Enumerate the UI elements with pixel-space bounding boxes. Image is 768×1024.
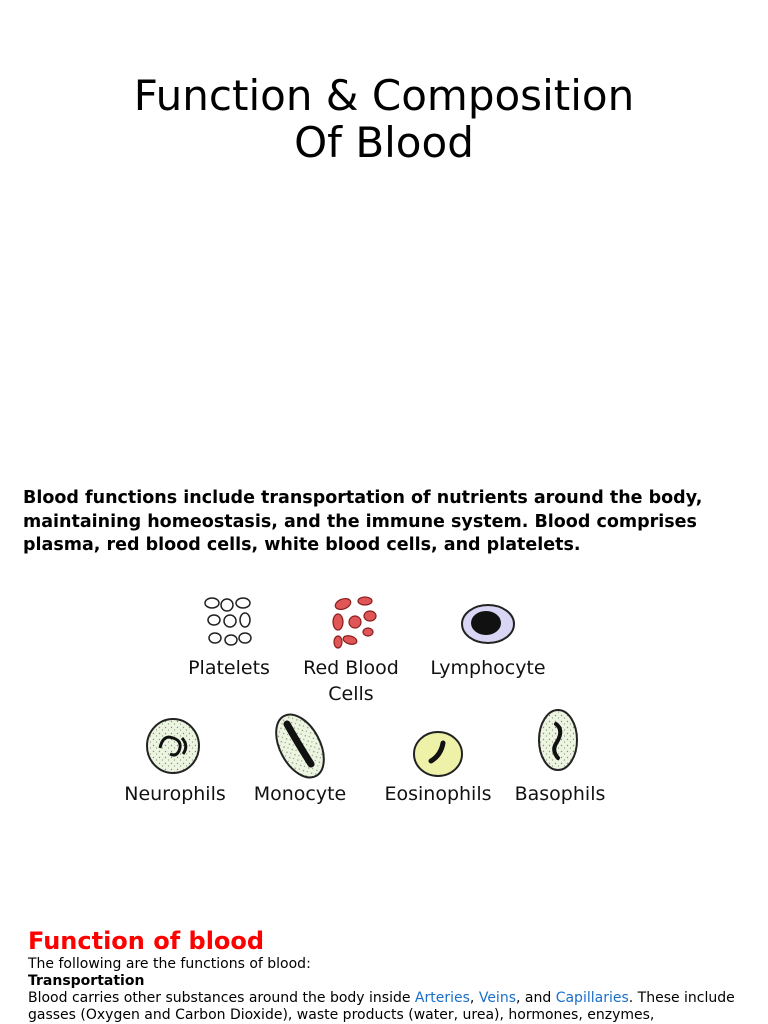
- link-arteries[interactable]: Arteries: [414, 990, 470, 1006]
- section-intro: The following are the functions of blood:: [28, 956, 311, 972]
- separator-1: ,: [469, 990, 479, 1006]
- label-red-blood-line-1: Red Blood: [303, 657, 399, 679]
- neurophils-illustration: [147, 719, 199, 773]
- section-heading: Function of blood: [28, 927, 265, 955]
- label-lymphocyte: Lymphocyte: [430, 657, 546, 679]
- link-veins[interactable]: Veins: [478, 990, 516, 1006]
- lymphocyte-illustration: [462, 605, 514, 643]
- link-capillaries[interactable]: Capillaries: [555, 990, 629, 1006]
- title-line-2: Of Blood: [294, 118, 474, 167]
- label-platelets: Platelets: [188, 657, 270, 679]
- monocyte-illustration: [266, 707, 333, 786]
- label-monocyte: Monocyte: [253, 783, 347, 805]
- label-red-blood-line-2: Cells: [328, 683, 374, 705]
- para-start-text: Blood carries other substances around the body inside: [28, 990, 415, 1006]
- title-line-1: Function & Composition: [133, 71, 635, 120]
- platelets-illustration: [205, 598, 251, 645]
- basophils-illustration: [539, 710, 577, 770]
- label-eosinophils: Eosinophils: [384, 783, 492, 805]
- section-body: [28, 956, 740, 1024]
- page-title: [0, 72, 768, 166]
- intro-paragraph: Blood functions include transportation of nutrients around the body, maintaining homeostasis, and the immune system. Blood comprises plasma, red blood cells, white blood cells, and platelets.: [23, 488, 703, 555]
- label-neurophils: Neurophils: [124, 783, 226, 805]
- separator-2: , and: [516, 990, 556, 1006]
- label-basophils: Basophils: [514, 783, 606, 805]
- blood-cells-figure: [110, 588, 620, 818]
- red-blood-cells-illustration: [333, 597, 376, 648]
- para-end-text: . These include gasses (Oxygen and Carbon Dioxide), waste products (water, urea), hormones, enzymes,: [28, 990, 735, 1023]
- eosinophils-illustration: [414, 732, 462, 776]
- subheading-transportation: Transportation: [28, 973, 145, 989]
- transport-paragraph: [28, 990, 740, 1024]
